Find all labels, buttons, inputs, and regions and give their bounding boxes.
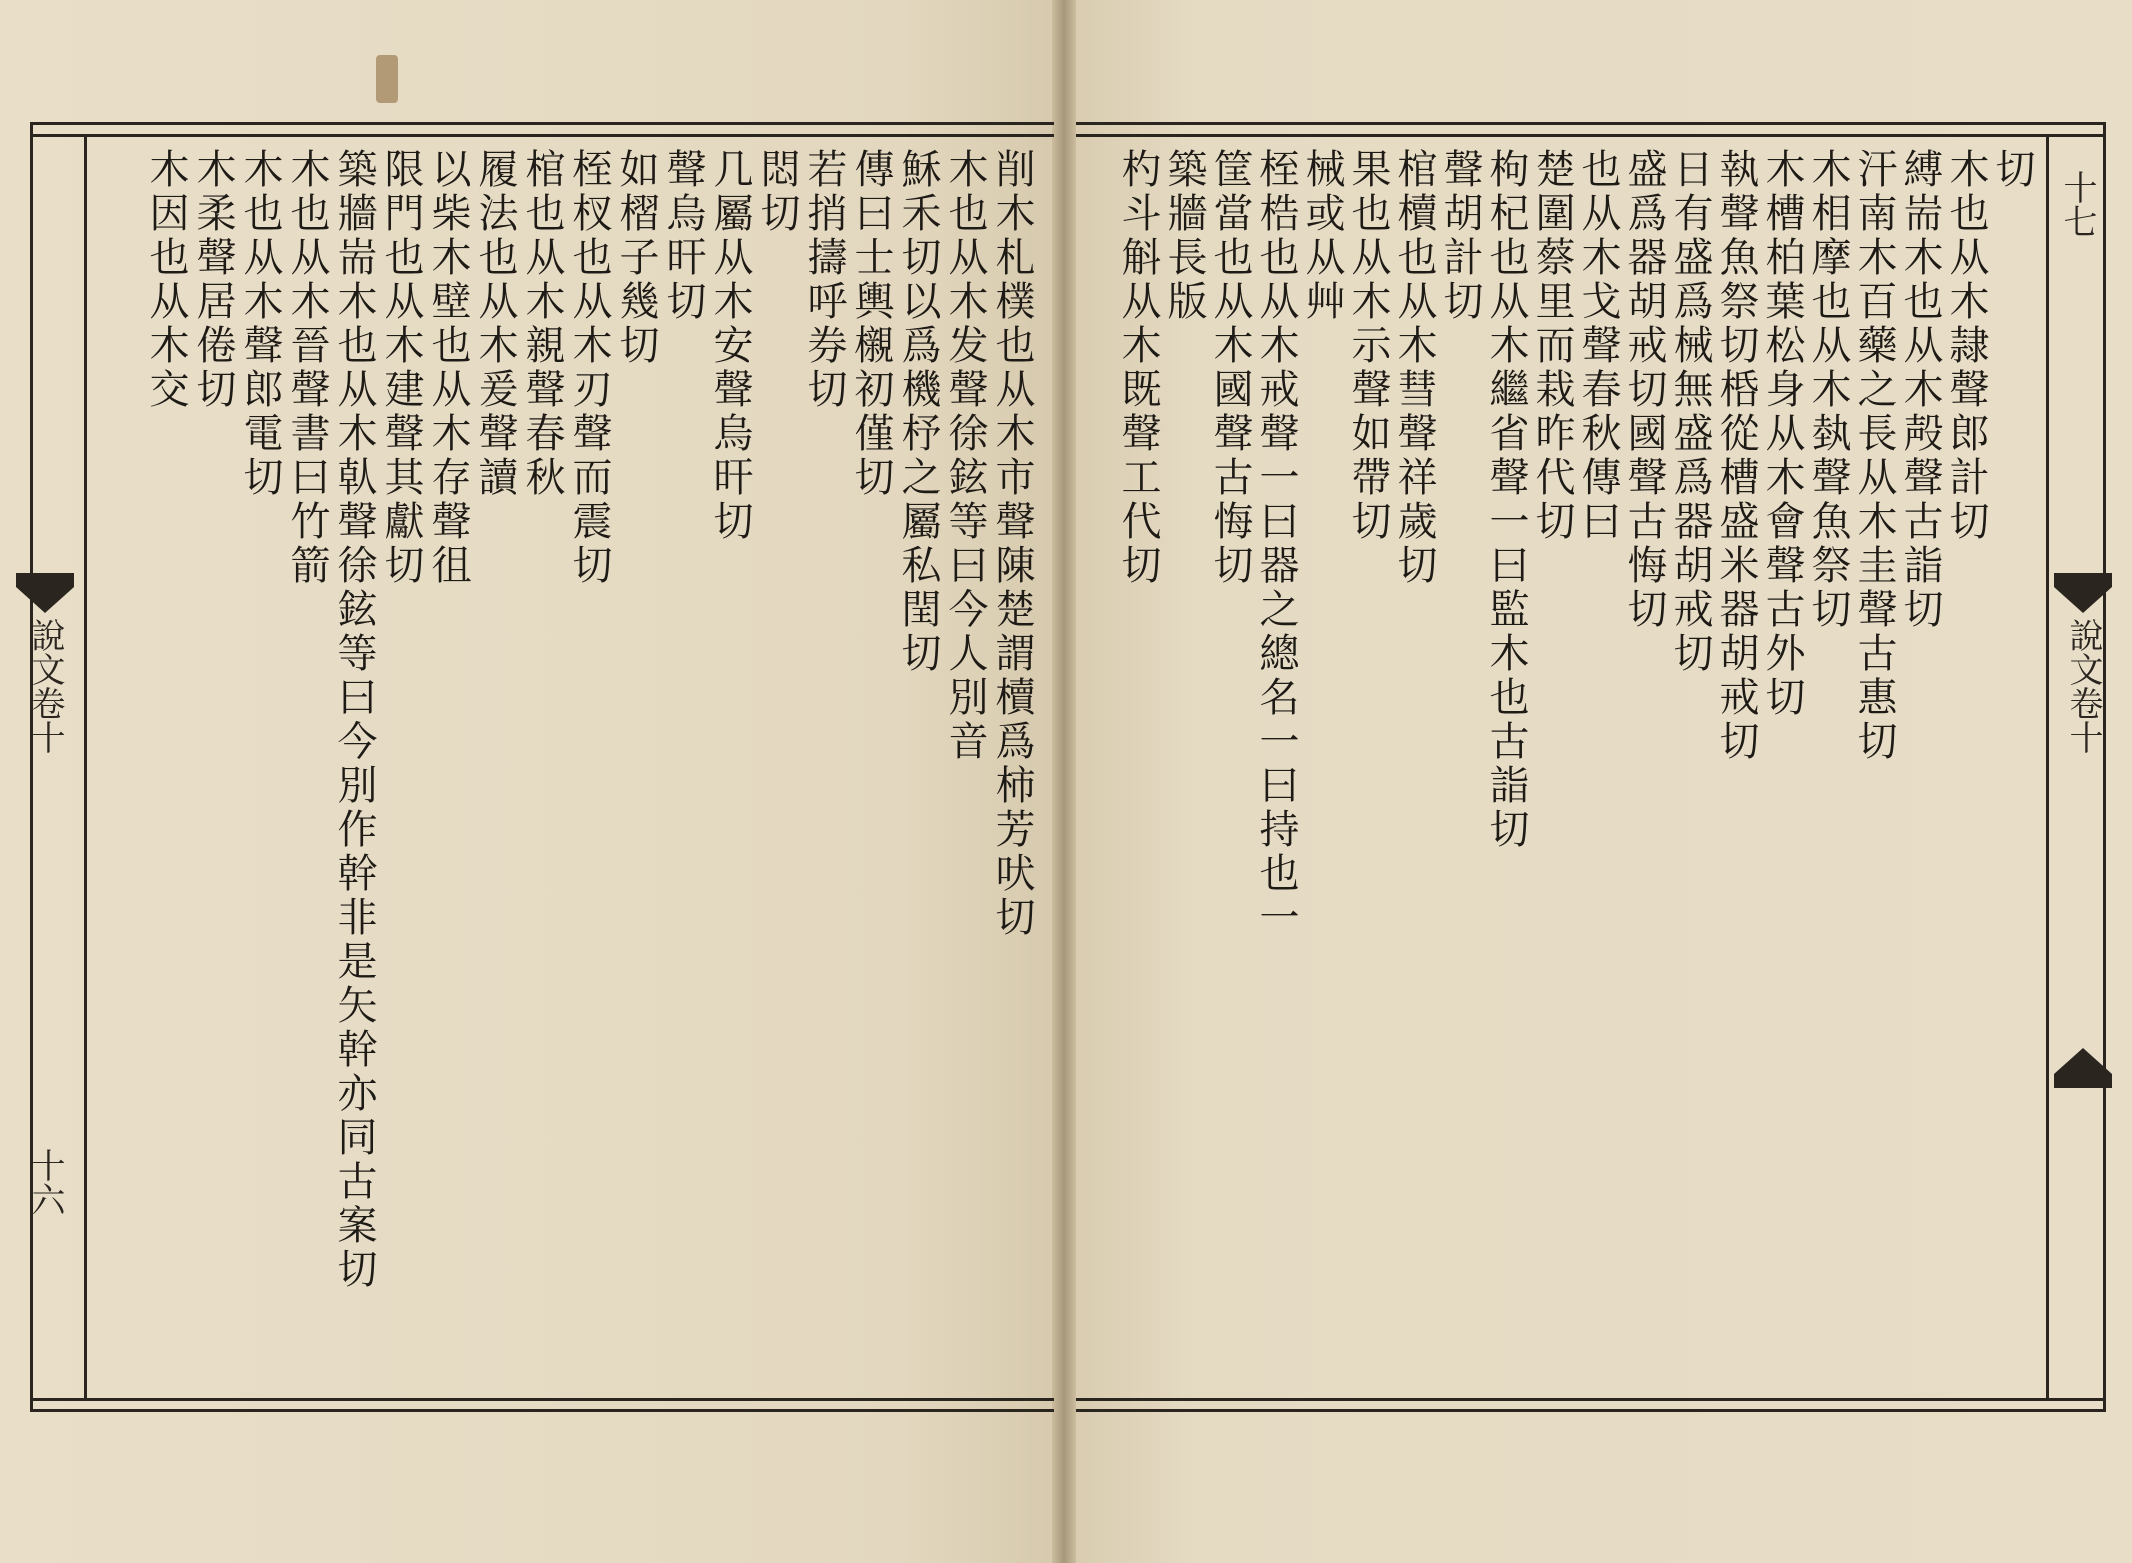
text-column: [134, 148, 198, 1393]
gloss-text: 棺也从木親聲春秋: [519, 148, 565, 500]
gloss-text: 履法也从木爰聲讀: [472, 148, 518, 500]
rule: [30, 134, 1054, 137]
gloss-text: 木也从木晉聲書曰竹箭: [284, 148, 330, 588]
gloss-text: 果也从木示聲如帶切: [1345, 148, 1391, 544]
running-title: 說文卷十: [2063, 618, 2103, 754]
gloss-text: 縛耑木也从木殸聲古詣切: [1897, 148, 1943, 632]
gloss-text: 築牆耑木也从木倝聲徐鉉等曰今別作幹非是矢幹亦同古案切: [331, 148, 377, 1292]
gloss-text: 桎梏也从木戒聲一曰器之總名一曰持也一: [1253, 148, 1299, 940]
gloss-text: 築牆長版: [1161, 148, 1207, 324]
rule: [30, 1398, 1054, 1401]
gutter: [1052, 0, 1076, 1563]
rule: [1076, 134, 2106, 137]
gloss-text: 棺櫝也从木彗聲祥歲切: [1391, 148, 1437, 588]
rule: [1076, 1398, 2106, 1401]
gloss-text: 桎杈也从木刃聲而震切: [566, 148, 612, 588]
gloss-text: 傳曰士輿櫬初僅切: [848, 148, 894, 500]
block-center: [2048, 148, 2118, 1393]
gloss-text: 切: [1989, 148, 2035, 192]
gloss-text: 執聲魚祭切桰從槽盛米器胡戒切: [1713, 148, 1759, 764]
block-center-line: [84, 137, 87, 1398]
gloss-text: 木柔聲居倦切: [190, 148, 236, 412]
block-center-left: [10, 148, 80, 1393]
gloss-text: 木槽柏葉松身从木會聲古外切: [1759, 148, 1805, 720]
running-title-left: 說文卷十: [25, 618, 65, 754]
gloss-text: 木也从木隷聲郎計切: [1943, 148, 1989, 544]
gloss-text: 也从木戈聲春秋傳曰: [1575, 148, 1621, 544]
gloss-text: 聲胡計切: [1437, 148, 1483, 324]
fish-tail-icon: [2054, 1048, 2112, 1088]
gloss-text: 穌禾切以爲機杼之屬私閏切: [895, 148, 941, 676]
gloss-text: 若捎擣呼券切: [801, 148, 847, 412]
gloss-text: 如槢子幾切: [613, 148, 659, 368]
gloss-text: 限門也从木建聲其獻切: [378, 148, 424, 588]
paper-stain: [376, 55, 398, 103]
gloss-text: 日有盛爲械無盛爲器胡戒切: [1667, 148, 1713, 676]
gloss-text: 以柴木壁也从木存聲徂: [425, 148, 471, 588]
gloss-text: 木因也从木交: [143, 148, 189, 412]
gloss-text: 筐當也从木國聲古悔切: [1207, 148, 1253, 588]
gloss-text: 几屬从木安聲烏旰切: [707, 148, 753, 544]
fish-tail-icon: [2054, 573, 2112, 613]
gloss-text: 削木札樸也从木市聲陳楚謂櫝爲柿芳吠切: [989, 148, 1035, 940]
fish-tail-icon: [16, 573, 74, 613]
gloss-text: 枸杞也从木繼省聲一曰監木也古詣切: [1483, 148, 1529, 852]
gloss-text: 楚圍蔡里而栽昨代切: [1529, 148, 1575, 544]
gloss-text: 盛爲器胡戒切國聲古悔切: [1621, 148, 1667, 632]
gloss-text: 聲烏旰切: [660, 148, 706, 324]
gloss-text: 汗南木百藥之長从木圭聲古惠切: [1851, 148, 1897, 764]
text-column: [1106, 148, 1170, 1393]
folio-right: 十七: [2057, 170, 2097, 238]
gloss-text: 木也从木聲郎電切: [237, 148, 283, 500]
folio-left: 十六: [25, 1148, 65, 1216]
gloss-text: 械或从艸: [1299, 148, 1345, 324]
gloss-text: 木也从木发聲徐鉉等曰今人別音: [942, 148, 988, 764]
gloss-text: 杓斗斛从木既聲工代切: [1115, 148, 1161, 588]
gloss-text: 悶切: [754, 148, 800, 236]
gloss-text: 木相摩也从木埶聲魚祭切: [1805, 148, 1851, 632]
